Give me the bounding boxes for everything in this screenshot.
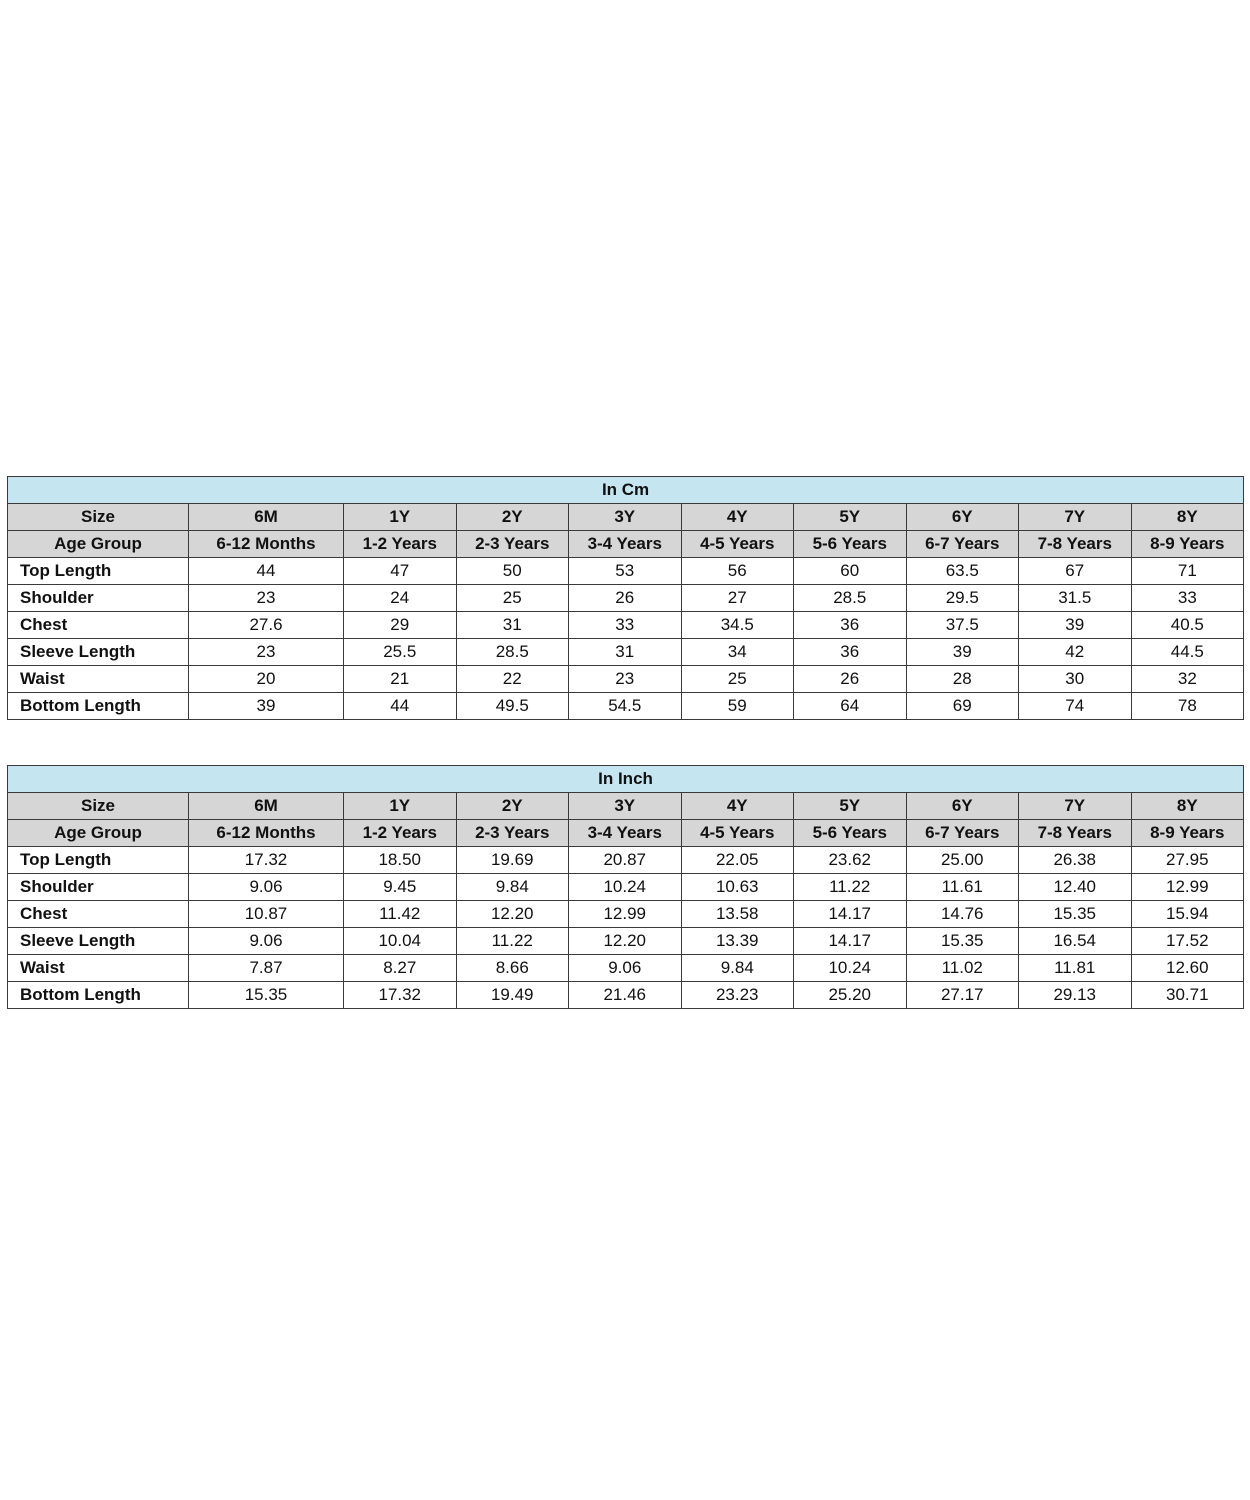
age-group-cell: 3-4 Years — [569, 531, 682, 558]
measurement-value: 27 — [681, 585, 794, 612]
measurement-label: Waist — [8, 666, 189, 693]
measurement-value: 31 — [456, 612, 569, 639]
age-group-cell: 7-8 Years — [1019, 820, 1132, 847]
measurement-value: 59 — [681, 693, 794, 720]
measurement-label: Bottom Length — [8, 982, 189, 1009]
table-row — [8, 558, 1244, 585]
measurement-value: 47 — [344, 558, 457, 585]
measurement-value: 28.5 — [794, 585, 907, 612]
measurement-label: Top Length — [8, 558, 189, 585]
size-cell: 1Y — [344, 793, 457, 820]
table-row — [8, 928, 1244, 955]
measurement-value: 29.13 — [1019, 982, 1132, 1009]
measurement-value: 25.20 — [794, 982, 907, 1009]
measurement-value: 11.61 — [906, 874, 1019, 901]
size-cell: 5Y — [794, 504, 907, 531]
size-cell: 6M — [189, 793, 344, 820]
table-title: In Cm — [8, 477, 1244, 504]
measurement-value: 27.95 — [1131, 847, 1244, 874]
age-group-cell: 4-5 Years — [681, 820, 794, 847]
measurement-value: 12.20 — [569, 928, 682, 955]
size-header-row — [8, 504, 1244, 531]
measurement-value: 8.66 — [456, 955, 569, 982]
measurement-value: 30.71 — [1131, 982, 1244, 1009]
measurement-label: Sleeve Length — [8, 928, 189, 955]
size-cell: 8Y — [1131, 793, 1244, 820]
table-title: In Inch — [8, 766, 1244, 793]
size-label: Size — [8, 504, 189, 531]
measurement-value: 39 — [1019, 612, 1132, 639]
table-row — [8, 955, 1244, 982]
measurement-value: 29 — [344, 612, 457, 639]
size-cell: 4Y — [681, 793, 794, 820]
size-cell: 1Y — [344, 504, 457, 531]
measurement-value: 71 — [1131, 558, 1244, 585]
measurement-value: 31 — [569, 639, 682, 666]
measurement-value: 23.62 — [794, 847, 907, 874]
age-group-cell: 5-6 Years — [794, 820, 907, 847]
age-group-cell: 4-5 Years — [681, 531, 794, 558]
measurement-value: 10.04 — [344, 928, 457, 955]
measurement-value: 10.87 — [189, 901, 344, 928]
age-group-cell: 2-3 Years — [456, 820, 569, 847]
measurement-value: 14.17 — [794, 928, 907, 955]
size-chart-inch-table — [7, 765, 1244, 1009]
measurement-value: 14.17 — [794, 901, 907, 928]
age-group-cell: 2-3 Years — [456, 531, 569, 558]
age-group-cell: 6-7 Years — [906, 820, 1019, 847]
table-title-row — [8, 477, 1244, 504]
table-row — [8, 982, 1244, 1009]
measurement-value: 26 — [794, 666, 907, 693]
table-row — [8, 585, 1244, 612]
size-cell: 4Y — [681, 504, 794, 531]
measurement-value: 9.06 — [569, 955, 682, 982]
measurement-value: 10.63 — [681, 874, 794, 901]
measurement-label: Bottom Length — [8, 693, 189, 720]
size-cell: 6Y — [906, 793, 1019, 820]
table-row — [8, 693, 1244, 720]
measurement-value: 15.35 — [1019, 901, 1132, 928]
measurement-value: 9.06 — [189, 874, 344, 901]
measurement-value: 9.45 — [344, 874, 457, 901]
measurement-value: 10.24 — [569, 874, 682, 901]
age-group-cell: 6-12 Months — [189, 531, 344, 558]
measurement-value: 9.84 — [681, 955, 794, 982]
size-cell: 5Y — [794, 793, 907, 820]
measurement-value: 16.54 — [1019, 928, 1132, 955]
measurement-value: 44.5 — [1131, 639, 1244, 666]
size-cell: 7Y — [1019, 504, 1132, 531]
measurement-value: 17.32 — [189, 847, 344, 874]
measurement-value: 19.69 — [456, 847, 569, 874]
measurement-value: 56 — [681, 558, 794, 585]
age-group-cell: 1-2 Years — [344, 531, 457, 558]
size-cell: 7Y — [1019, 793, 1132, 820]
measurement-value: 9.84 — [456, 874, 569, 901]
measurement-value: 26.38 — [1019, 847, 1132, 874]
size-cell: 6M — [189, 504, 344, 531]
table-row — [8, 847, 1244, 874]
measurement-value: 11.02 — [906, 955, 1019, 982]
measurement-value: 36 — [794, 612, 907, 639]
measurement-value: 21 — [344, 666, 457, 693]
measurement-value: 28.5 — [456, 639, 569, 666]
measurement-label: Chest — [8, 612, 189, 639]
measurement-value: 37.5 — [906, 612, 1019, 639]
measurement-value: 28 — [906, 666, 1019, 693]
measurement-label: Shoulder — [8, 585, 189, 612]
table-row — [8, 901, 1244, 928]
measurement-value: 13.58 — [681, 901, 794, 928]
measurement-value: 20 — [189, 666, 344, 693]
age-group-label: Age Group — [8, 820, 189, 847]
measurement-value: 26 — [569, 585, 682, 612]
age-group-cell: 8-9 Years — [1131, 531, 1244, 558]
age-group-cell: 5-6 Years — [794, 531, 907, 558]
age-group-cell: 3-4 Years — [569, 820, 682, 847]
size-cell: 2Y — [456, 793, 569, 820]
measurement-value: 78 — [1131, 693, 1244, 720]
measurement-value: 60 — [794, 558, 907, 585]
table-row — [8, 612, 1244, 639]
measurement-value: 67 — [1019, 558, 1132, 585]
measurement-value: 40.5 — [1131, 612, 1244, 639]
measurement-value: 23 — [569, 666, 682, 693]
measurement-value: 11.81 — [1019, 955, 1132, 982]
measurement-value: 15.94 — [1131, 901, 1244, 928]
measurement-value: 25 — [456, 585, 569, 612]
measurement-value: 12.99 — [569, 901, 682, 928]
measurement-value: 27.6 — [189, 612, 344, 639]
measurement-value: 36 — [794, 639, 907, 666]
measurement-value: 10.24 — [794, 955, 907, 982]
size-label: Size — [8, 793, 189, 820]
measurement-value: 20.87 — [569, 847, 682, 874]
measurement-value: 53 — [569, 558, 682, 585]
age-group-row — [8, 531, 1244, 558]
measurement-label: Sleeve Length — [8, 639, 189, 666]
measurement-value: 17.32 — [344, 982, 457, 1009]
measurement-value: 25.5 — [344, 639, 457, 666]
measurement-value: 12.99 — [1131, 874, 1244, 901]
measurement-value: 44 — [189, 558, 344, 585]
measurement-value: 15.35 — [906, 928, 1019, 955]
size-chart-cm-table — [7, 476, 1244, 720]
measurement-value: 21.46 — [569, 982, 682, 1009]
age-group-cell: 7-8 Years — [1019, 531, 1132, 558]
measurement-label: Chest — [8, 901, 189, 928]
measurement-value: 32 — [1131, 666, 1244, 693]
measurement-value: 25.00 — [906, 847, 1019, 874]
measurement-value: 69 — [906, 693, 1019, 720]
measurement-value: 31.5 — [1019, 585, 1132, 612]
measurement-value: 12.20 — [456, 901, 569, 928]
measurement-value: 49.5 — [456, 693, 569, 720]
age-group-row — [8, 820, 1244, 847]
measurement-value: 22.05 — [681, 847, 794, 874]
measurement-value: 42 — [1019, 639, 1132, 666]
measurement-value: 34 — [681, 639, 794, 666]
measurement-value: 54.5 — [569, 693, 682, 720]
measurement-value: 14.76 — [906, 901, 1019, 928]
age-group-cell: 1-2 Years — [344, 820, 457, 847]
measurement-value: 50 — [456, 558, 569, 585]
measurement-value: 39 — [906, 639, 1019, 666]
measurement-value: 22 — [456, 666, 569, 693]
measurement-value: 15.35 — [189, 982, 344, 1009]
measurement-value: 29.5 — [906, 585, 1019, 612]
measurement-value: 9.06 — [189, 928, 344, 955]
age-group-cell: 6-12 Months — [189, 820, 344, 847]
size-cell: 3Y — [569, 504, 682, 531]
size-cell: 2Y — [456, 504, 569, 531]
measurement-value: 17.52 — [1131, 928, 1244, 955]
measurement-value: 8.27 — [344, 955, 457, 982]
measurement-value: 11.22 — [456, 928, 569, 955]
measurement-value: 64 — [794, 693, 907, 720]
size-cell: 8Y — [1131, 504, 1244, 531]
measurement-value: 12.60 — [1131, 955, 1244, 982]
measurement-value: 23 — [189, 585, 344, 612]
table-row — [8, 666, 1244, 693]
measurement-value: 63.5 — [906, 558, 1019, 585]
table-row — [8, 874, 1244, 901]
age-group-cell: 8-9 Years — [1131, 820, 1244, 847]
measurement-value: 24 — [344, 585, 457, 612]
measurement-label: Waist — [8, 955, 189, 982]
measurement-value: 13.39 — [681, 928, 794, 955]
age-group-cell: 6-7 Years — [906, 531, 1019, 558]
measurement-value: 11.22 — [794, 874, 907, 901]
table-row — [8, 639, 1244, 666]
measurement-value: 11.42 — [344, 901, 457, 928]
size-header-row — [8, 793, 1244, 820]
size-cell: 6Y — [906, 504, 1019, 531]
measurement-value: 23 — [189, 639, 344, 666]
measurement-label: Shoulder — [8, 874, 189, 901]
measurement-value: 12.40 — [1019, 874, 1132, 901]
measurement-value: 23.23 — [681, 982, 794, 1009]
table-title-row — [8, 766, 1244, 793]
measurement-value: 74 — [1019, 693, 1132, 720]
size-cell: 3Y — [569, 793, 682, 820]
measurement-value: 25 — [681, 666, 794, 693]
measurement-value: 7.87 — [189, 955, 344, 982]
measurement-value: 33 — [569, 612, 682, 639]
measurement-value: 30 — [1019, 666, 1132, 693]
measurement-value: 44 — [344, 693, 457, 720]
measurement-value: 34.5 — [681, 612, 794, 639]
measurement-value: 39 — [189, 693, 344, 720]
measurement-value: 19.49 — [456, 982, 569, 1009]
measurement-label: Top Length — [8, 847, 189, 874]
age-group-label: Age Group — [8, 531, 189, 558]
measurement-value: 27.17 — [906, 982, 1019, 1009]
measurement-value: 33 — [1131, 585, 1244, 612]
measurement-value: 18.50 — [344, 847, 457, 874]
